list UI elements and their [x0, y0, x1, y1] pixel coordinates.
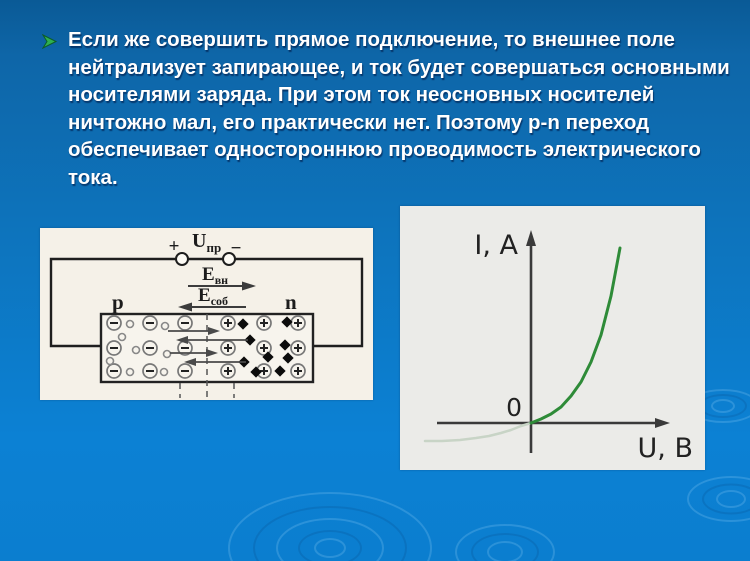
internal-field-label: $E_{соб}$	[198, 285, 229, 308]
paragraph-line: обеспечивает одностороннюю проводимость электрического	[68, 138, 701, 161]
p-region-label: p	[112, 290, 124, 314]
paragraph-line: носителями заряда. При этом ток неосновных носителей	[68, 83, 655, 106]
iv-reverse-curve	[425, 423, 531, 441]
external-field-arrowhead	[242, 282, 256, 291]
minus-sign: −	[230, 238, 242, 259]
internal-field-arrowhead	[178, 303, 192, 312]
paragraph-line: Если же совершить прямое подключение, то внешнее поле	[68, 28, 675, 51]
bullet-arrow-icon	[42, 34, 58, 54]
x-axis-arrowhead	[655, 418, 670, 428]
paragraph-line: нейтрализует запирающее, и ток будет совершаться основными	[68, 55, 730, 79]
origin-label: 0	[506, 393, 522, 422]
y-axis-label: I, A	[474, 230, 518, 261]
y-axis-arrowhead	[526, 230, 536, 246]
pn-junction-diagram	[40, 228, 373, 400]
voltage-label: $U_{пр}$	[192, 230, 222, 255]
plus-sign: +	[168, 236, 180, 257]
n-region-label: n	[285, 290, 297, 314]
paragraph-line: тока.	[68, 165, 118, 189]
x-axis-label: U, B	[637, 433, 693, 464]
external-field-label: $E_{вн}$	[202, 264, 229, 287]
slide-paragraph	[68, 26, 730, 191]
paragraph-line: ничтожно мал, его практически нет. Поэтому p-n переход	[68, 110, 650, 134]
iv-characteristic-chart	[400, 206, 705, 470]
iv-forward-curve	[531, 248, 620, 423]
